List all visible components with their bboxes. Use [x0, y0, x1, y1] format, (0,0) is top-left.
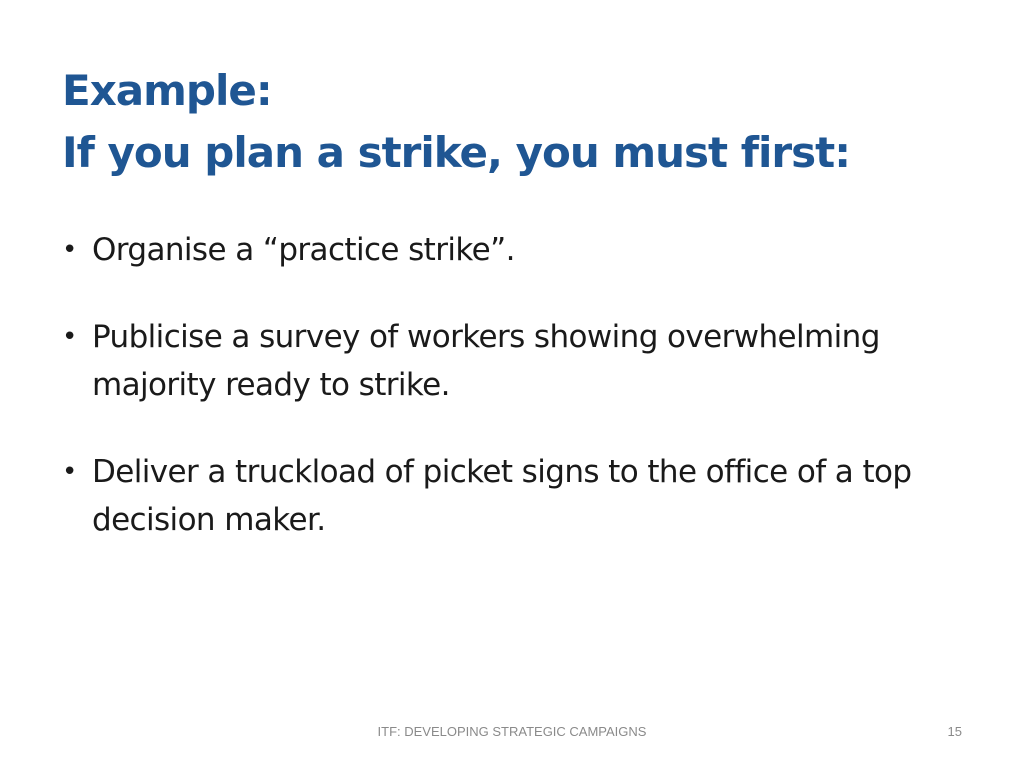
bullet-icon: • — [62, 322, 77, 352]
bullet-text: Deliver a truckload of picket signs to the office of a top decision maker. — [92, 454, 912, 538]
bullet-list — [62, 226, 962, 583]
bullet-text: Publicise a survey of workers showing overwhelming majority ready to strike. — [92, 319, 880, 403]
list-item — [62, 313, 962, 409]
footer-text: ITF: DEVELOPING STRATEGIC CAMPAIGNS — [377, 724, 647, 739]
bullet-icon: • — [62, 235, 77, 265]
slide-title — [62, 60, 962, 184]
list-item — [62, 448, 962, 544]
list-item — [62, 226, 962, 274]
title-line-2: If you plan a strike, you must first: — [62, 128, 850, 177]
bullet-text: Organise a “practice strike”. — [92, 232, 515, 268]
title-line-1: Example: — [62, 66, 272, 115]
page-number: 15 — [947, 724, 962, 739]
bullet-icon: • — [62, 457, 77, 487]
